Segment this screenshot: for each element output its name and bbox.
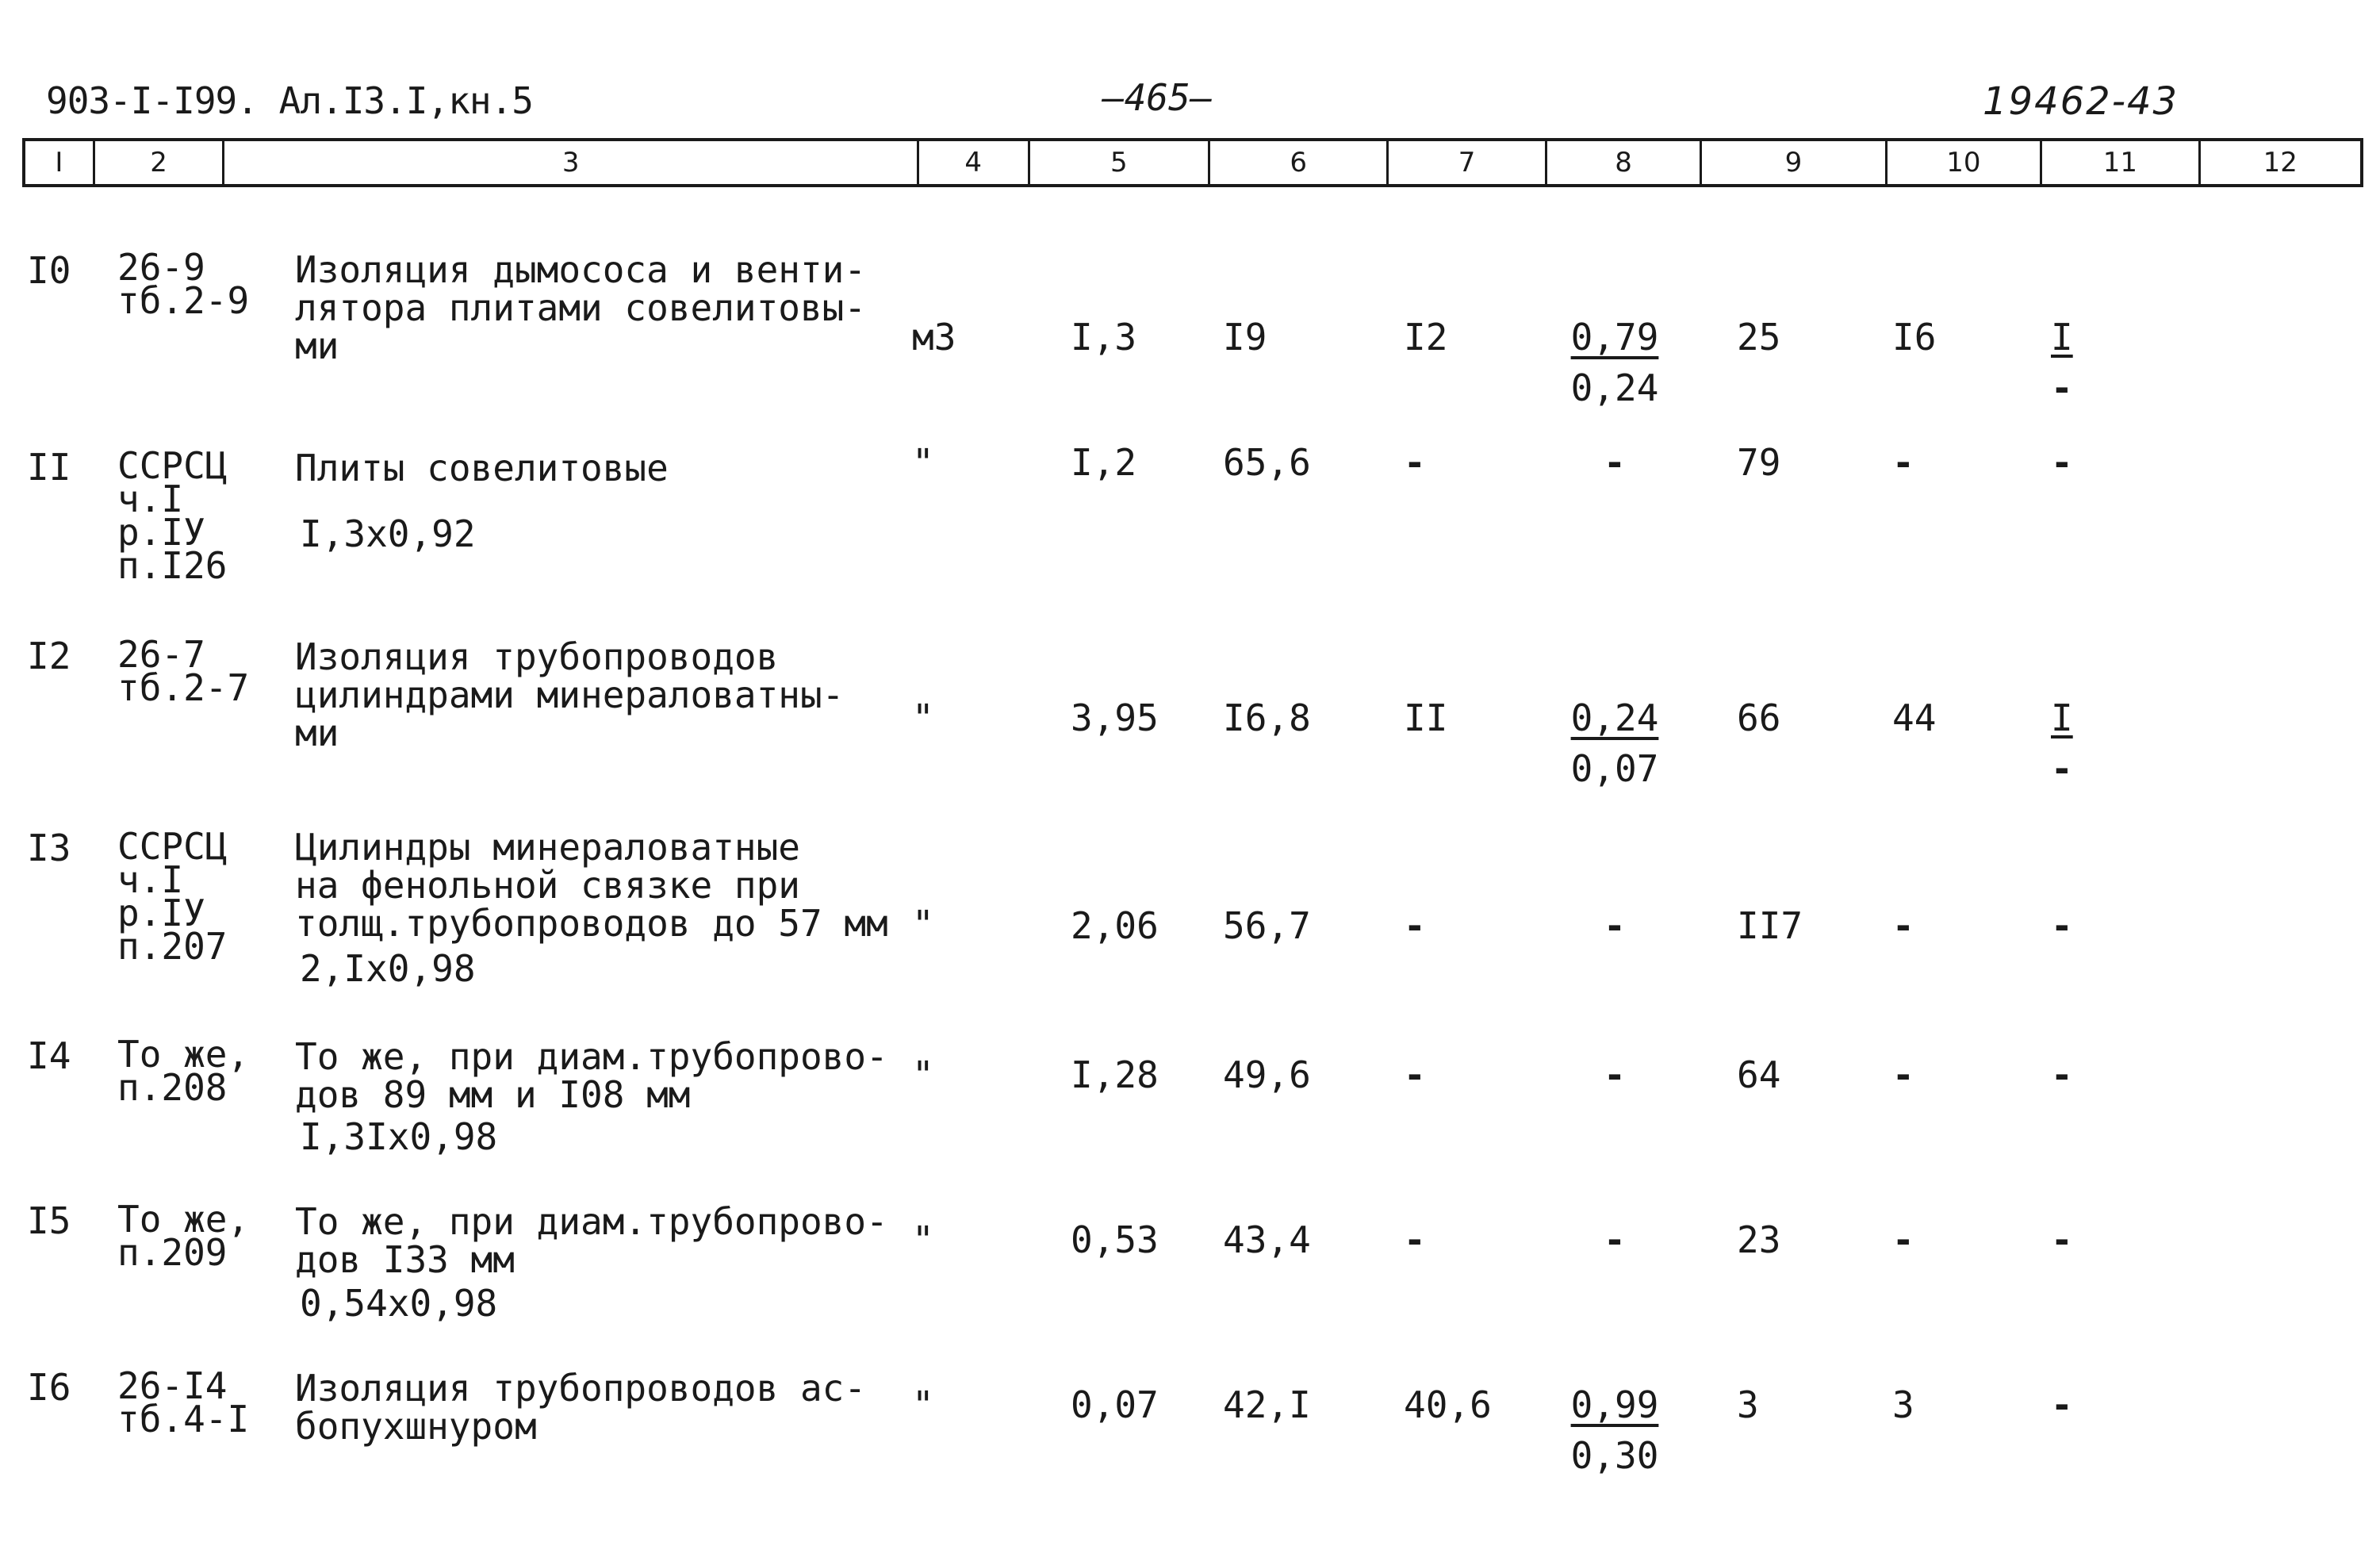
fraction-numerator: 0,24 [1570,696,1659,739]
column-header: 5 [1030,141,1210,184]
work-description [295,248,867,367]
column-header: 6 [1210,141,1389,184]
wages-unit: I2 [1404,316,1448,359]
reference-line: тб.4-I [117,1398,250,1441]
machines-total: - [2051,1218,2073,1261]
machines-fraction [1559,316,1670,409]
column-header: 8 [1547,141,1702,184]
quantity: 0,53 [1071,1218,1159,1261]
column-header: 7 [1389,141,1546,184]
description-line: бопухшнуром [295,1405,537,1448]
machines-fraction: - [1604,904,1626,947]
norm-reference [117,1198,250,1274]
fraction-numerator: I [2051,696,2073,739]
total-wages: - [1892,904,1914,947]
conversion-factor: I,3Iх0,98 [300,1115,498,1158]
quantity: 2,06 [1071,904,1159,947]
wages-unit: - [1404,1218,1426,1261]
machines-total: - [2051,441,2073,484]
work-description [295,826,888,945]
reference-line: п.I26 [117,544,228,587]
reference-line: То же, [117,1033,250,1076]
unit-of-measure: " [912,903,934,946]
total-cost: 64 [1737,1053,1781,1096]
quantity: I,3 [1071,316,1137,359]
document-code: 903-I-I99. Ал.I3.I,кн.5 [46,79,533,122]
machines-fraction: - [1604,1218,1626,1261]
description-line: на фенольной связке при [295,864,800,907]
unit-of-measure: " [912,696,934,739]
description-line: лятора плитами совелитовы- [295,286,867,329]
total-cost: 79 [1737,441,1781,484]
machines-total [2051,316,2073,409]
machines-total: - [2051,1383,2073,1426]
unit-of-measure: " [912,1383,934,1426]
reference-line: р.IУ [117,892,205,934]
fraction-denominator: - [2051,747,2073,790]
total-cost: 66 [1737,696,1781,739]
column-number-bar [22,138,2363,187]
fraction-numerator: 0,79 [1570,316,1659,359]
page-number: —465— [1102,76,1213,119]
total-cost: II7 [1737,904,1803,947]
reference-line: р.IУ [117,511,205,554]
norm-reference [117,1033,250,1109]
reference-line: тб.2-9 [117,279,250,322]
reference-line: ч.I [117,858,184,901]
total-wages: 3 [1892,1383,1914,1426]
work-description [295,635,845,754]
norm-reference [117,246,250,322]
total-wages: - [1892,1218,1914,1261]
description-line: дов I33 мм [295,1238,515,1281]
description-line: Цилиндры минераловатные [295,826,800,869]
reference-line: ССРСЦ [117,444,228,487]
description-line: цилиндрами минераловатны- [295,673,845,716]
work-description [295,1035,888,1116]
description-line: Изоляция трубопроводов ас- [295,1367,867,1410]
fraction-denominator: 0,07 [1570,747,1659,790]
reference-line: ч.I [117,478,184,520]
unit-cost: 43,4 [1223,1218,1311,1261]
machines-total: - [2051,1053,2073,1096]
quantity: I,2 [1071,441,1137,484]
fraction-numerator: I [2051,316,2073,359]
column-header: 4 [919,141,1030,184]
conversion-factor: I,3х0,92 [300,512,476,555]
description-line: Изоляция трубопроводов [295,635,779,678]
wages-unit: - [1404,1053,1426,1096]
unit-cost: 42,I [1223,1383,1311,1426]
quantity: 3,95 [1071,696,1159,739]
reference-line: 26-7 [117,633,205,676]
row-number: II [27,446,71,489]
total-cost: 23 [1737,1218,1781,1261]
conversion-factor: 2,Iх0,98 [300,947,476,990]
wages-unit: - [1404,904,1426,947]
norm-reference [117,825,228,968]
sheet-code: 19462-43 [1983,79,2179,124]
fraction-numerator: 0,99 [1570,1383,1659,1426]
description-line: дов 89 мм и I08 мм [295,1073,691,1116]
reference-line: п.208 [117,1066,228,1109]
row-number: I0 [27,249,71,292]
machines-fraction: - [1604,441,1626,484]
reference-line: п.209 [117,1231,228,1274]
unit-of-measure: " [912,1218,934,1261]
fraction-denominator: 0,30 [1570,1434,1659,1477]
reference-line: п.207 [117,925,228,968]
column-header: 2 [95,141,225,184]
machines-total: - [2051,904,2073,947]
reference-line: тб.2-7 [117,666,250,709]
machines-fraction: - [1604,1053,1626,1096]
reference-line: 26-I4 [117,1364,228,1407]
total-wages: 44 [1892,696,1937,739]
column-header: 12 [2263,147,2298,178]
unit-of-measure: " [912,441,934,484]
unit-cost: I9 [1223,316,1267,359]
row-number: I4 [27,1034,71,1077]
fraction-denominator: 0,24 [1570,366,1659,409]
row-number: I2 [27,635,71,677]
unit-cost: 65,6 [1223,441,1311,484]
work-description [295,1200,888,1281]
wages-unit: II [1404,696,1448,739]
machines-total [2051,696,2073,790]
reference-line: То же, [117,1198,250,1241]
row-number: I5 [27,1199,71,1242]
description-line: То же, при диам.трубопрово- [295,1200,888,1243]
wages-unit: 40,6 [1404,1383,1492,1426]
total-wages: I6 [1892,316,1937,359]
work-description [295,1367,867,1448]
total-wages: - [1892,441,1914,484]
reference-line: ССРСЦ [117,825,228,868]
quantity: 0,07 [1071,1383,1159,1426]
column-header: 11 [2042,141,2200,184]
description-line: ми [295,324,339,367]
total-cost: 3 [1737,1383,1759,1426]
row-number: I6 [27,1366,71,1409]
total-cost: 25 [1737,316,1781,359]
machines-fraction [1559,1383,1670,1477]
norm-reference [117,633,250,709]
description-line: Изоляция дымососа и венти- [295,248,867,291]
description-line: ми [295,712,339,754]
column-header: I [25,141,95,184]
column-header: 9 [1702,141,1887,184]
total-wages: - [1892,1053,1914,1096]
row-number: I3 [27,827,71,869]
unit-of-measure: м3 [912,316,956,359]
description-line: Плиты совелитовые [295,447,669,489]
conversion-factor: 0,54х0,98 [300,1282,498,1325]
column-header: 10 [1888,141,2042,184]
work-description [295,449,669,487]
norm-reference [117,444,228,587]
description-line: То же, при диам.трубопрово- [295,1035,888,1078]
column-header: 3 [224,141,919,184]
unit-cost: I6,8 [1223,696,1311,739]
norm-reference [117,1364,250,1441]
reference-line: 26-9 [117,246,205,289]
unit-of-measure: " [912,1053,934,1096]
unit-cost: 49,6 [1223,1053,1311,1096]
fraction-denominator: - [2051,366,2073,409]
wages-unit: - [1404,441,1426,484]
unit-cost: 56,7 [1223,904,1311,947]
machines-fraction [1559,696,1670,790]
quantity: I,28 [1071,1053,1159,1096]
description-line: толщ.трубопроводов до 57 мм [295,902,888,945]
